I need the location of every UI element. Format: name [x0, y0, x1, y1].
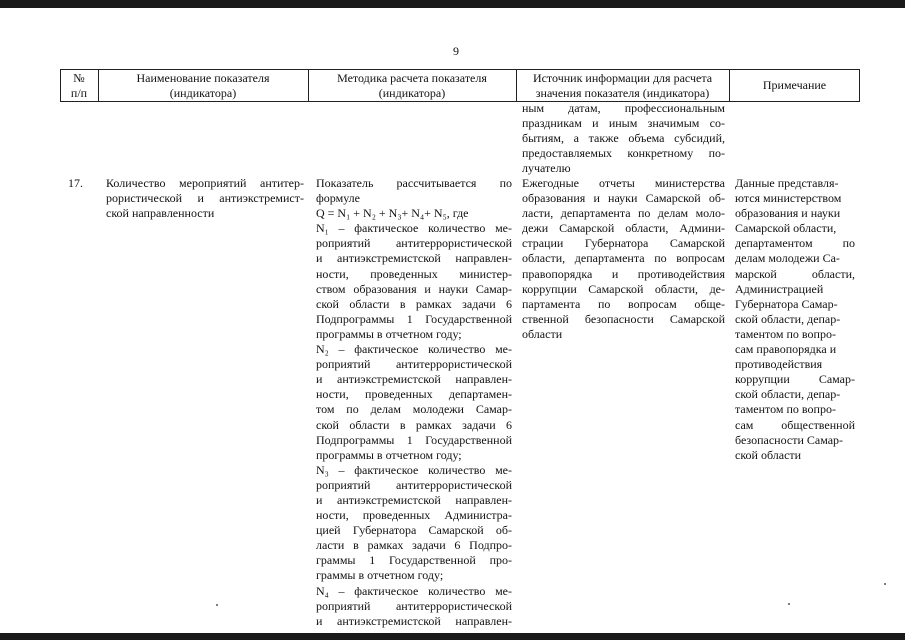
- grid-line: [859, 69, 860, 102]
- row-number: 17.: [68, 176, 83, 190]
- header-indicator-name: Наименование показателя (индикатора): [98, 69, 308, 102]
- header-number: № п/п: [60, 69, 98, 102]
- indicator-name: Количество мероприятий антитер- рористической и антиэкстремист- ской направленности: [106, 176, 304, 221]
- scan-speck: [216, 604, 218, 606]
- scan-speck: [884, 583, 886, 585]
- header-method: Методика расчета показателя (индикатора): [308, 69, 516, 102]
- grid-line: [516, 69, 517, 102]
- calculation-method: Показатель рассчитывается по формуле Q = N₁ + N₂ + N₃+ N₄+ N₅, где N₁ – фактическое количество ме- роприятий антитеррористической и антиэкстремистской направлен- ности, проведенных министер- ством образования и науки Самар- ской области в рамках задачи 6 Подпрограммы 1 Государственной программы в отчетном году; N₂ – фактическое количество ме- роприятий антитеррористической и антиэкстремистской направлен- ности, проведенных департамен- том по делам молодежи Самар- ской области в рамках задачи 6 Подпрограммы 1 Государственной программы в отчетном году; N₃ – фактическое количество ме- роприятий антитеррористической и антиэкстремистской направлен- ности, проведенных Администра- цией Губернатора Самарской об- ласти в рамках задачи 6 Подпро- граммы 1 Государственной про- граммы в отчетном году; N₄ – фактическое количество ме- роприятий антитеррористической и антиэкстремистской направлен-: [316, 176, 512, 628]
- page-number: 9: [453, 44, 459, 58]
- note: Данные представля- ются министерством образования и науки Самарской области, департаментом по делам молодежи Са- марской области, Администрацией Губернатора Самар- ской области, депар- таментом по вопро- сам правопорядка и противодействия коррупции Самар- ской области, депар- таментом по вопро- сам общественной безопасности Самар- ской области: [735, 176, 855, 462]
- information-source: Ежегодные отчеты министерства образования и науки Самарской об- ласти, департамента по делам моло- дежи Самарской области, Админи- страции Губернатора Самарской области, департамента по вопросам правопорядка и противодействия коррупции Самарской области, де- партамента по вопросам обще- ственной безопасности Самарской области: [522, 176, 725, 341]
- header-source: Источник информации для расчета значения показателя (индикатора): [516, 69, 729, 102]
- grid-line: [60, 69, 61, 102]
- continuation-source-text: ным датам, профессиональным праздникам и иным значимым со- бытиям, а также объема субсидий, предоставляемых конкретному по- лучателю: [522, 101, 725, 176]
- top-border: [0, 0, 905, 8]
- bottom-border: [0, 633, 905, 640]
- grid-line: [729, 69, 730, 102]
- header-note: Примечание: [729, 69, 860, 102]
- grid-line: [308, 69, 309, 102]
- grid-line: [98, 69, 99, 102]
- scan-speck: [788, 603, 790, 605]
